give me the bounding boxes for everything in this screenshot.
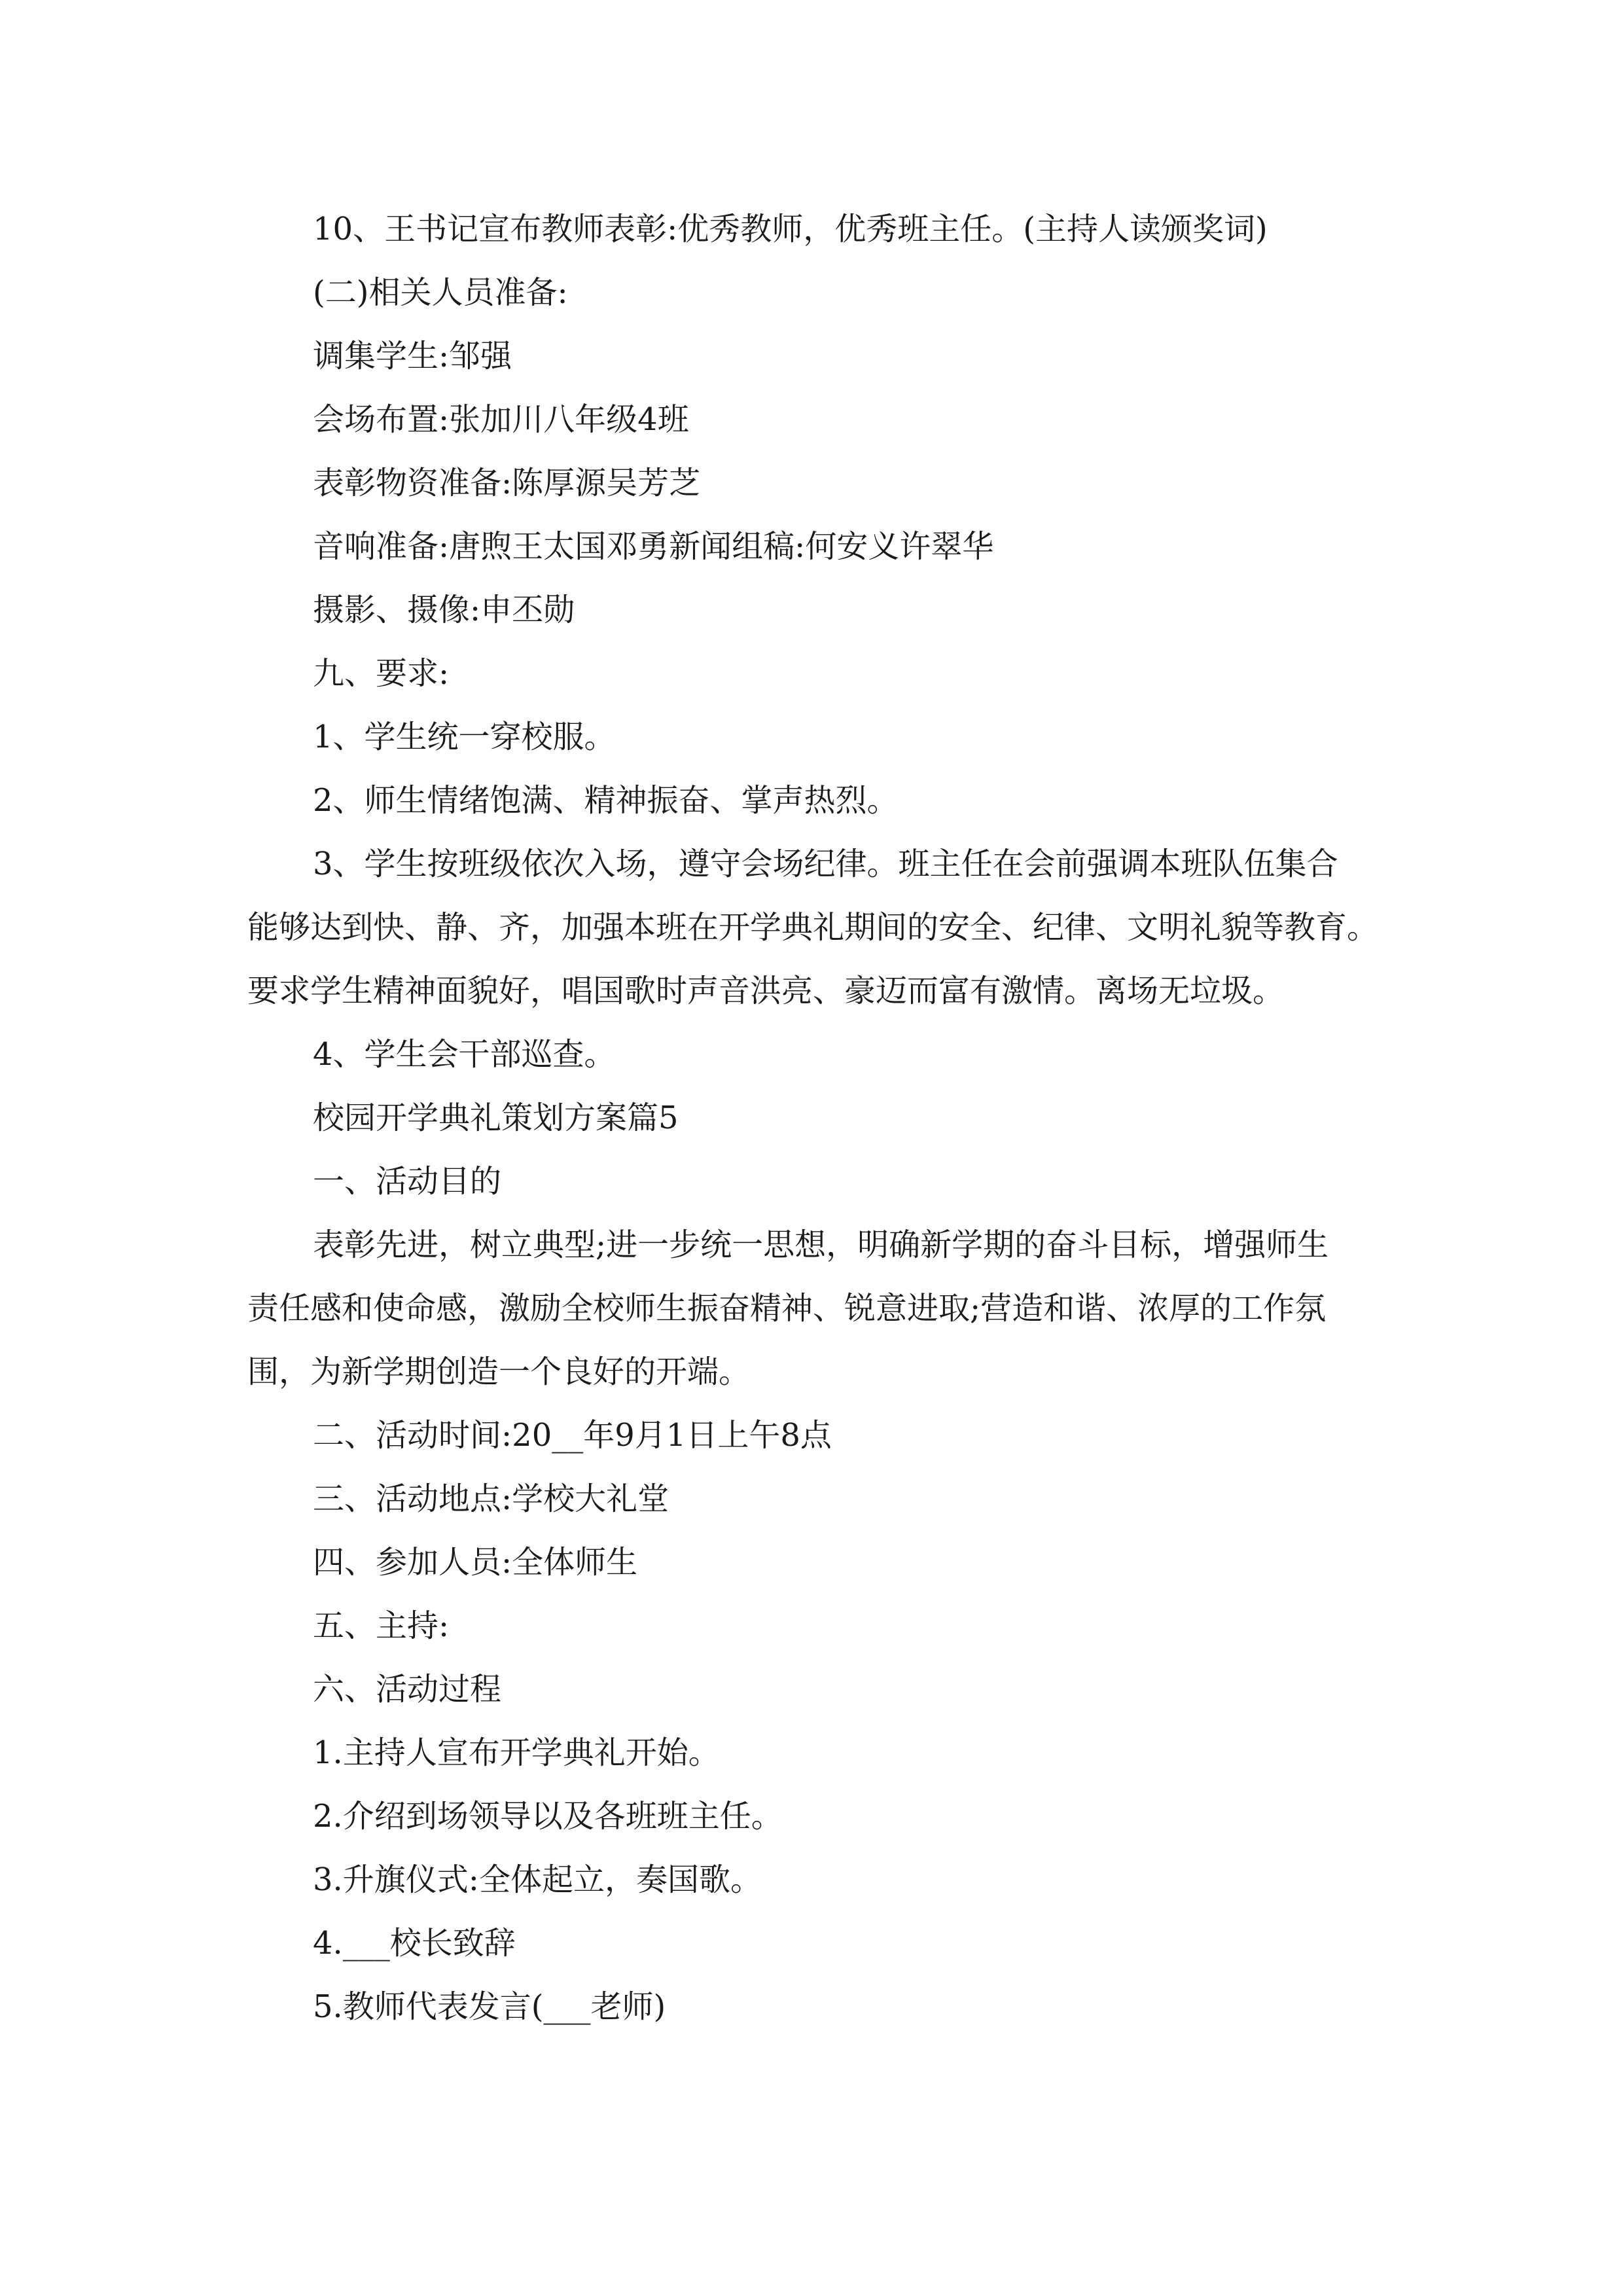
text-line: 5.教师代表发言(___老师) bbox=[313, 1988, 666, 2025]
text-line: 2、师生情绪饱满、精神振奋、掌声热烈。 bbox=[313, 782, 899, 819]
text-line: 音响准备:唐煦王太国邓勇新闻组稿:何安义许翠华 bbox=[313, 528, 994, 565]
text-line: (二)相关人员准备: bbox=[313, 274, 568, 311]
text-line: 五、主持: bbox=[313, 1607, 450, 1644]
text-line: 调集学生:邹强 bbox=[313, 338, 512, 374]
section-heading: 一、活动目的 bbox=[313, 1163, 502, 1200]
text-line: 四、参加人员:全体师生 bbox=[313, 1544, 638, 1581]
section-heading: 六、活动过程 bbox=[313, 1671, 502, 1708]
text-line: 二、活动时间:20__年9月1日上午8点 bbox=[313, 1417, 832, 1454]
text-line: 能够达到快、静、齐，加强本班在开学典礼期间的安全、纪律、文明礼貌等教育。 bbox=[247, 909, 1379, 946]
section-title: 校园开学典礼策划方案篇5 bbox=[313, 1100, 679, 1136]
text-line: 围，为新学期创造一个良好的开端。 bbox=[247, 1354, 751, 1390]
text-line: 4、学生会干部巡查。 bbox=[313, 1036, 616, 1073]
text-line: 1、学生统一穿校服。 bbox=[313, 719, 616, 755]
text-line: 1.主持人宣布开学典礼开始。 bbox=[313, 1734, 720, 1771]
text-line: 3.升旗仪式:全体起立，奏国歌。 bbox=[313, 1861, 762, 1898]
text-line: 表彰先进，树立典型;进一步统一思想，明确新学期的奋斗目标，增强师生 bbox=[313, 1227, 1329, 1263]
text-line: 三、活动地点:学校大礼堂 bbox=[313, 1480, 669, 1517]
text-line: 表彰物资准备:陈厚源吴芳芝 bbox=[313, 465, 701, 501]
text-line: 会场布置:张加川八年级4班 bbox=[313, 401, 689, 438]
section-heading: 九、要求: bbox=[313, 655, 450, 692]
text-line: 10、王书记宣布教师表彰:优秀教师，优秀班主任。(主持人读颁奖词) bbox=[313, 211, 1268, 247]
text-line: 要求学生精神面貌好，唱国歌时声音洪亮、豪迈而富有激情。离场无垃圾。 bbox=[247, 973, 1285, 1009]
text-line: 2.介绍到场领导以及各班班主任。 bbox=[313, 1798, 783, 1835]
text-line: 责任感和使命感，激励全校师生振奋精神、锐意进取;营造和谐、浓厚的工作氛 bbox=[247, 1290, 1327, 1327]
text-line: 摄影、摄像:申丕勋 bbox=[313, 592, 575, 628]
text-line: 3、学生按班级依次入场，遵守会场纪律。班主任在会前强调本班队伍集合 bbox=[313, 846, 1338, 882]
text-line: 4.___校长致辞 bbox=[313, 1925, 516, 1962]
